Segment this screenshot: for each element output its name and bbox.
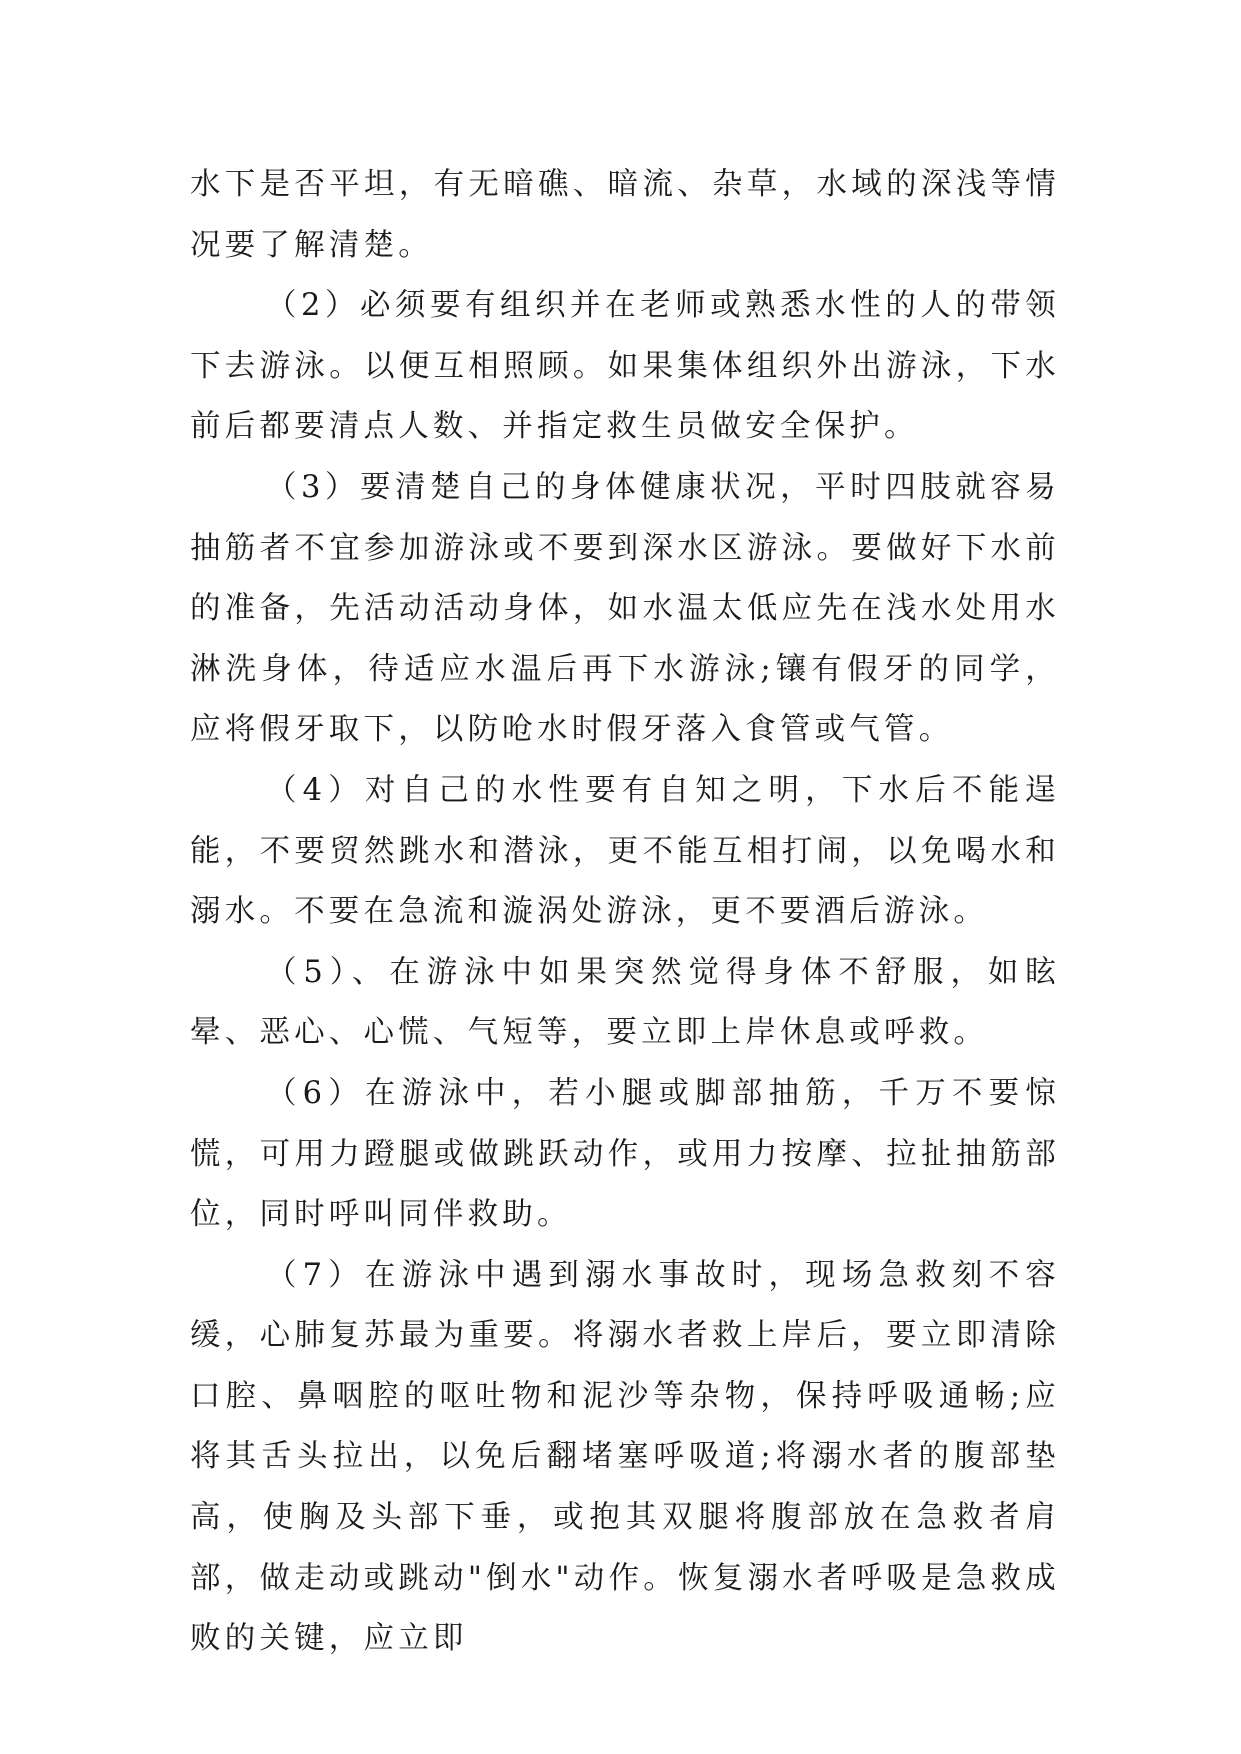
paragraph-continuation: 水下是否平坦，有无暗礁、暗流、杂草，水域的深浅等情况要了解清楚。 bbox=[190, 167, 1060, 263]
paragraph-item-2: （2）必须要有组织并在老师或熟悉水性的人的带领下去游泳。以便互相照顾。如果集体组织外出游泳，下水前后都要清点人数、并指定救生员做安全保护。 bbox=[190, 288, 1060, 445]
paragraph-item-7: （7）在游泳中遇到溺水事故时，现场急救刻不容缓，心肺复苏最为重要。将溺水者救上岸后，要立即清除口腔、鼻咽腔的呕吐物和泥沙等杂物，保持呼吸通畅;应将其舌头拉出，以免后翻堵塞呼吸道;将溺水者的腹部垫高，使胸及头部下垂，或抱其双腿将腹部放在急救者肩部，做走动或跳动"倒水"动作。恢复溺水者呼吸是急救成败的关键，应立即 bbox=[190, 1257, 1060, 1657]
paragraph-item-3: （3）要清楚自己的身体健康状况，平时四肢就容易抽筋者不宜参加游泳或不要到深水区游泳。要做好下水前的准备，先活动活动身体，如水温太低应先在浅水处用水淋洗身体，待适应水温后再下水游泳;镶有假牙的同学，应将假牙取下，以防呛水时假牙落入食管或气管。 bbox=[190, 469, 1060, 748]
paragraph-item-5: （5）、在游泳中如果突然觉得身体不舒服，如眩晕、恶心、心慌、气短等，要立即上岸休息或呼救。 bbox=[190, 954, 1060, 1051]
paragraph-item-6: （6）在游泳中，若小腿或脚部抽筋，千万不要惊慌，可用力蹬腿或做跳跃动作，或用力按摩、拉扯抽筋部位，同时呼叫同伴救助。 bbox=[190, 1075, 1060, 1233]
paragraph-item-4: （4）对自己的水性要有自知之明，下水后不能逞能，不要贸然跳水和潜泳，更不能互相打闹，以免喝水和溺水。不要在急流和漩涡处游泳，更不要酒后游泳。 bbox=[190, 772, 1060, 930]
document-body bbox=[190, 155, 1060, 1670]
